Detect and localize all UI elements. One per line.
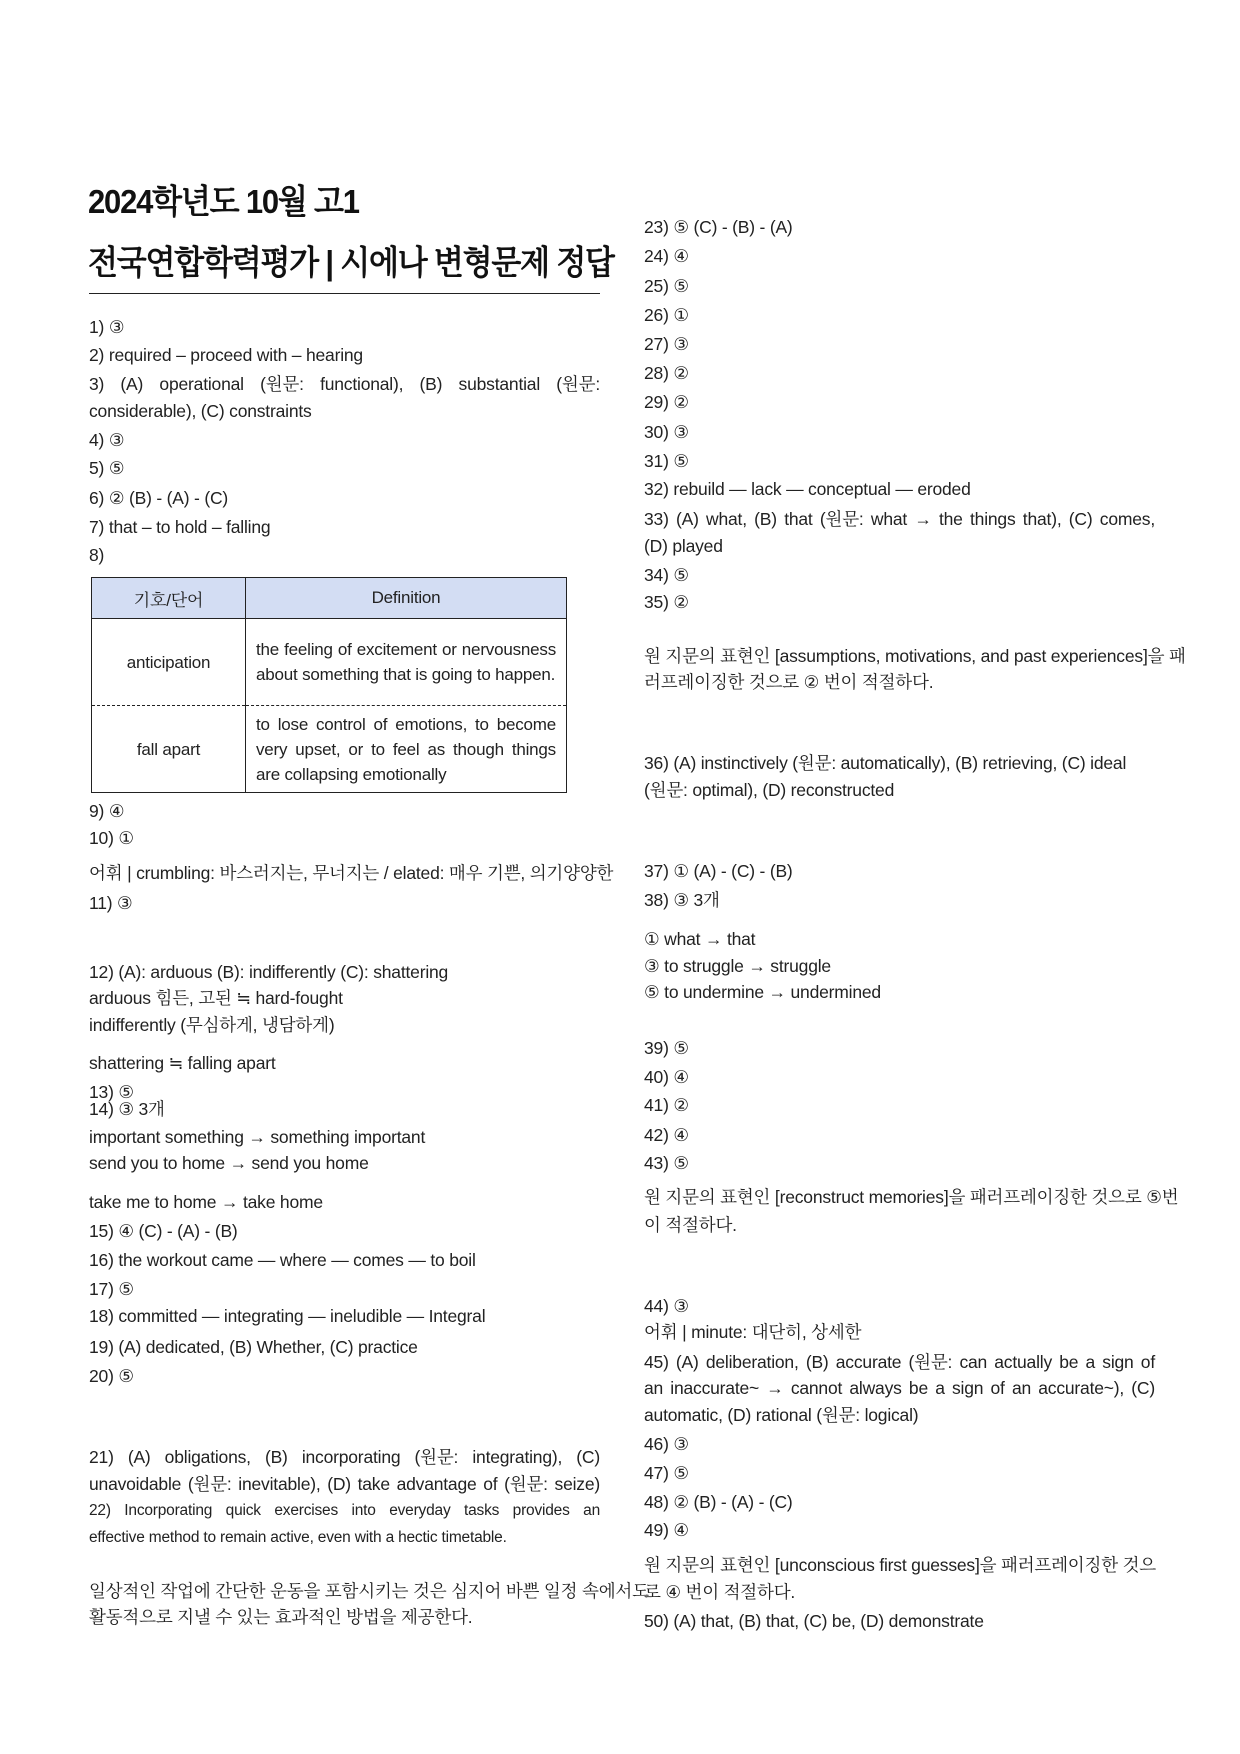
answer-line: 41) ② bbox=[644, 1095, 689, 1115]
answer-line: 38) ③ 3개 bbox=[644, 890, 720, 910]
answer-line: 33) (A) what, (B) that (원문: what → the things that), (C) comes, bbox=[644, 509, 1155, 529]
vocab-table bbox=[91, 577, 567, 793]
answer-line: 원 지문의 표현인 [reconstruct memories]을 패러프레이징한 것으로 ⑤번 bbox=[644, 1187, 1179, 1207]
table-definition: the feeling of excitement or nervousness about something that is going to happen. bbox=[246, 619, 567, 706]
answer-line: 13) ⑤ bbox=[89, 1082, 134, 1102]
answer-line: 23) ⑤ (C) - (B) - (A) bbox=[644, 217, 793, 237]
answer-line: send you to home → send you home bbox=[89, 1153, 369, 1173]
answer-line: considerable), (C) constraints bbox=[89, 401, 312, 421]
answer-line: 35) ② bbox=[644, 592, 689, 612]
answer-line: 46) ③ bbox=[644, 1434, 689, 1454]
table-row bbox=[92, 706, 567, 793]
answer-line: 15) ④ (C) - (A) - (B) bbox=[89, 1221, 238, 1241]
answer-line: 47) ⑤ bbox=[644, 1463, 689, 1483]
answer-line: 29) ② bbox=[644, 392, 689, 412]
answer-line: 40) ④ bbox=[644, 1067, 689, 1087]
answer-line: 17) ⑤ bbox=[89, 1279, 134, 1299]
answer-line: 9) ④ bbox=[89, 801, 125, 821]
answer-line: 30) ③ bbox=[644, 422, 689, 442]
answer-line: 49) ④ bbox=[644, 1520, 689, 1540]
answer-line: 이 적절하다. bbox=[644, 1215, 737, 1235]
answer-line: 러프레이징한 것으로 ② 번이 적절하다. bbox=[644, 672, 934, 692]
answer-line: (D) played bbox=[644, 536, 723, 556]
answer-line: ⑤ to undermine → undermined bbox=[644, 982, 881, 1002]
answer-line: 16) the workout came — where — comes — to boil bbox=[89, 1250, 476, 1270]
answer-line: (원문: optimal), (D) reconstructed bbox=[644, 780, 895, 800]
table-word: fall apart bbox=[92, 706, 246, 793]
answer-line: 20) ⑤ bbox=[89, 1366, 134, 1386]
answer-line: 42) ④ bbox=[644, 1125, 689, 1145]
answer-line: 1) ③ bbox=[89, 317, 125, 337]
answer-line: effective method to remain active, even with a hectic timetable. bbox=[89, 1529, 507, 1546]
answer-line: 원 지문의 표현인 [unconscious first guesses]을 패러프레이징한 것으 bbox=[644, 1555, 1156, 1575]
answer-line: 27) ③ bbox=[644, 334, 689, 354]
table-header-word: 기호/단어 bbox=[92, 578, 246, 619]
table-definition: to lose control of emotions, to become very upset, or to feel as though things are collapsing emotionally bbox=[246, 706, 567, 793]
table-word: anticipation bbox=[92, 619, 246, 706]
answer-line: 어휘 | minute: 대단히, 상세한 bbox=[644, 1322, 862, 1342]
answer-line: 25) ⑤ bbox=[644, 276, 689, 296]
answer-line: 32) rebuild — lack — conceptual — eroded bbox=[644, 479, 971, 499]
answer-line: 45) (A) deliberation, (B) accurate (원문: can actually be a sign of bbox=[644, 1352, 1155, 1372]
answer-line: take me to home → take home bbox=[89, 1192, 323, 1212]
answer-line: 48) ② (B) - (A) - (C) bbox=[644, 1492, 793, 1512]
answer-line: 어휘 | crumbling: 바스러지는, 무너지는 / elated: 매우 기쁜, 의기양양한 bbox=[89, 863, 614, 883]
answer-line: ① what → that bbox=[644, 929, 756, 949]
answer-line: 43) ⑤ bbox=[644, 1153, 689, 1173]
answer-line: 11) ③ bbox=[89, 893, 133, 913]
answer-line: 로 ④ 번이 적절하다. bbox=[644, 1582, 796, 1602]
answer-line: 12) (A): arduous (B): indifferently (C): shattering bbox=[89, 962, 449, 982]
page-title-line2: 전국연합학력평가 | 시에나 변형문제 정답 bbox=[88, 243, 614, 282]
answer-line: 28) ② bbox=[644, 363, 689, 383]
answer-line: 39) ⑤ bbox=[644, 1038, 689, 1058]
answer-line: 일상적인 작업에 간단한 운동을 포함시키는 것은 심지어 바쁜 일정 속에서도 bbox=[89, 1581, 649, 1601]
answer-line: unavoidable (원문: inevitable), (D) take advantage of (원문: seize) bbox=[89, 1474, 600, 1494]
answer-line: important something → something important bbox=[89, 1127, 426, 1147]
answer-line: 50) (A) that, (B) that, (C) be, (D) demonstrate bbox=[644, 1611, 984, 1631]
answer-line: 34) ⑤ bbox=[644, 565, 689, 585]
answer-line: 5) ⑤ bbox=[89, 458, 125, 478]
answer-line: 21) (A) obligations, (B) incorporating (원문: integrating), (C) bbox=[89, 1447, 600, 1467]
answer-line: 14) ③ 3개 bbox=[89, 1099, 165, 1119]
answer-line: 37) ① (A) - (C) - (B) bbox=[644, 861, 793, 881]
answer-line: arduous 힘든, 고된 ≒ hard-fought bbox=[89, 988, 343, 1008]
answer-line: 4) ③ bbox=[89, 430, 125, 450]
answer-line: 6) ② (B) - (A) - (C) bbox=[89, 488, 229, 508]
answer-line: 활동적으로 지낼 수 있는 효과적인 방법을 제공한다. bbox=[89, 1607, 473, 1627]
answer-line: 2) required – proceed with – hearing bbox=[89, 345, 363, 365]
page-title-line1: 2024학년도 10월 고1 bbox=[88, 182, 359, 221]
answer-line: automatic, (D) rational (원문: logical) bbox=[644, 1405, 919, 1425]
answer-line: 36) (A) instinctively (원문: automatically), (B) retrieving, (C) ideal bbox=[644, 753, 1127, 773]
answer-line: 22) Incorporating quick exercises into everyday tasks provides an bbox=[89, 1502, 600, 1519]
answer-line: an inaccurate~ → cannot always be a sign of an accurate~), (C) bbox=[644, 1378, 1155, 1398]
table-header-definition: Definition bbox=[246, 578, 567, 619]
answer-line: 44) ③ bbox=[644, 1296, 689, 1316]
answer-line: 31) ⑤ bbox=[644, 451, 689, 471]
answer-line: 10) ① bbox=[89, 828, 134, 848]
answer-line: ③ to struggle → struggle bbox=[644, 956, 831, 976]
answer-line: 18) committed — integrating — ineludible — Integral bbox=[89, 1306, 486, 1326]
answer-line: 26) ① bbox=[644, 305, 689, 325]
answer-line: shattering ≒ falling apart bbox=[89, 1053, 276, 1073]
answer-line: indifferently (무심하게, 냉담하게) bbox=[89, 1015, 335, 1035]
answer-line: 8) bbox=[89, 545, 105, 565]
answer-line: 3) (A) operational (원문: functional), (B) substantial (원문: bbox=[89, 374, 600, 394]
title-divider bbox=[89, 293, 600, 294]
answer-line: 24) ④ bbox=[644, 246, 689, 266]
answer-line: 원 지문의 표현인 [assumptions, motivations, and past experiences]을 패 bbox=[644, 646, 1186, 666]
answer-line: 7) that – to hold – falling bbox=[89, 517, 271, 537]
table-row bbox=[92, 619, 567, 706]
answer-line: 19) (A) dedicated, (B) Whether, (C) practice bbox=[89, 1337, 418, 1357]
